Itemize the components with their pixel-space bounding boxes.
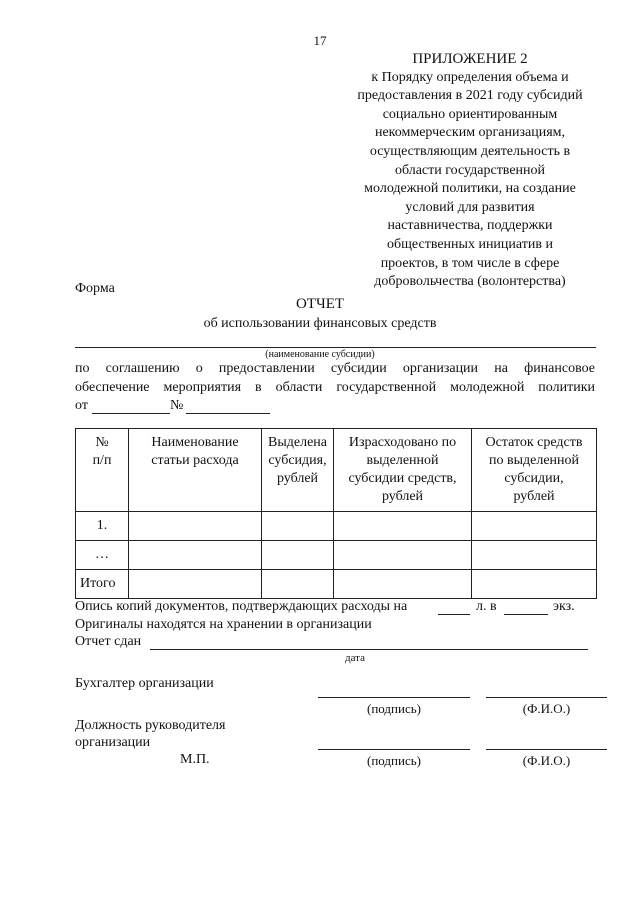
head-signature-line[interactable] [318, 749, 470, 750]
table-cell[interactable] [262, 541, 334, 570]
table-row [76, 541, 597, 570]
inventory-mid: л. в [476, 599, 497, 614]
table-cell[interactable] [334, 512, 472, 541]
accountant-signature-caption: (подпись) [367, 701, 421, 716]
accountant-label: Бухгалтер организации [75, 676, 214, 691]
inventory-suffix: экз. [553, 599, 575, 614]
number-sign: № [170, 398, 184, 413]
table-cell[interactable] [472, 541, 597, 570]
report-subtitle: об использовании финансовых средств [203, 316, 437, 331]
table-cell[interactable] [472, 570, 597, 599]
table-cell[interactable] [129, 512, 262, 541]
number-field-line[interactable] [186, 413, 270, 414]
report-table [75, 428, 597, 599]
date-field-line[interactable] [92, 413, 170, 414]
originals-text: Оригиналы находятся на хранении в организации [75, 617, 372, 632]
table-cell[interactable] [129, 570, 262, 599]
table-cell[interactable] [262, 570, 334, 599]
table-cell: 1. [76, 512, 129, 541]
table-cell[interactable] [262, 512, 334, 541]
appendix-line: предоставления в 2021 году субсидий [357, 88, 583, 104]
appendix-line: добровольчества (волонтерства) [374, 274, 566, 290]
appendix-line: молодежной политики, на создание [364, 181, 576, 197]
report-title: ОТЧЕТ [295, 296, 345, 312]
appendix-block [330, 50, 610, 292]
accountant-fio-line[interactable] [486, 697, 607, 698]
appendix-line: области государственной [394, 162, 546, 178]
head-fio-line[interactable] [486, 749, 607, 750]
appendix-line: социально ориентированным [382, 106, 558, 122]
subsidy-name-line[interactable] [75, 347, 596, 348]
page-number: 17 [313, 33, 327, 48]
appendix-line: общественных инициатив и [387, 236, 553, 252]
head-fio-caption: (Ф.И.О.) [522, 753, 571, 768]
appendix-line: некоммерческим организациям, [374, 125, 566, 141]
header-remainder: Остаток средств по выделенной субсидии, рублей [472, 429, 597, 512]
table-header-row [76, 429, 597, 512]
agreement-line-2: обеспечение мероприятия в области государственной молодежной политики [75, 380, 595, 395]
table-cell[interactable] [334, 570, 472, 599]
form-label: Форма [75, 281, 115, 296]
from-label: от [75, 398, 88, 413]
appendix-line: наставничества, поддержки [387, 218, 553, 234]
header-number: № п/п [76, 429, 129, 512]
sheets-count-line[interactable] [438, 614, 470, 615]
copies-count-line[interactable] [504, 614, 548, 615]
head-organization-label: организации [75, 735, 151, 750]
table-cell[interactable] [334, 541, 472, 570]
head-signature-caption: (подпись) [367, 753, 421, 768]
header-allocated: Выделена субсидия, рублей [262, 429, 334, 512]
subsidy-name-caption: (наименование субсидии) [265, 349, 375, 360]
appendix-heading: ПРИЛОЖЕНИЕ 2 [412, 51, 528, 67]
accountant-signature-line[interactable] [318, 697, 470, 698]
table-cell: … [76, 541, 129, 570]
date-caption: дата [344, 652, 366, 664]
stamp-place: М.П. [180, 752, 210, 767]
appendix-line: условий для развития [405, 199, 535, 215]
appendix-line: осуществляющим деятельность в [369, 143, 571, 159]
inventory-text: Опись копий документов, подтверждающих расходы на [75, 599, 408, 614]
table-cell[interactable] [129, 541, 262, 570]
report-submitted-label: Отчет сдан [75, 634, 142, 649]
table-cell[interactable] [472, 512, 597, 541]
head-position-label: Должность руководителя [75, 718, 226, 733]
appendix-line: к Порядку определения объема и [371, 69, 569, 85]
header-spent: Израсходовано по выделенной субсидии средств, рублей [334, 429, 472, 512]
submission-date-line[interactable] [150, 649, 588, 650]
appendix-line: проектов, в том числе в сфере [380, 255, 560, 271]
table-row [76, 512, 597, 541]
accountant-fio-caption: (Ф.И.О.) [522, 701, 571, 716]
table-cell: Итого [76, 570, 129, 599]
agreement-line-1: по соглашению о предоставлении субсидии организации на финансовое [75, 361, 595, 376]
table-total-row [76, 570, 597, 599]
header-expense-item: Наименование статьи расхода [129, 429, 262, 512]
